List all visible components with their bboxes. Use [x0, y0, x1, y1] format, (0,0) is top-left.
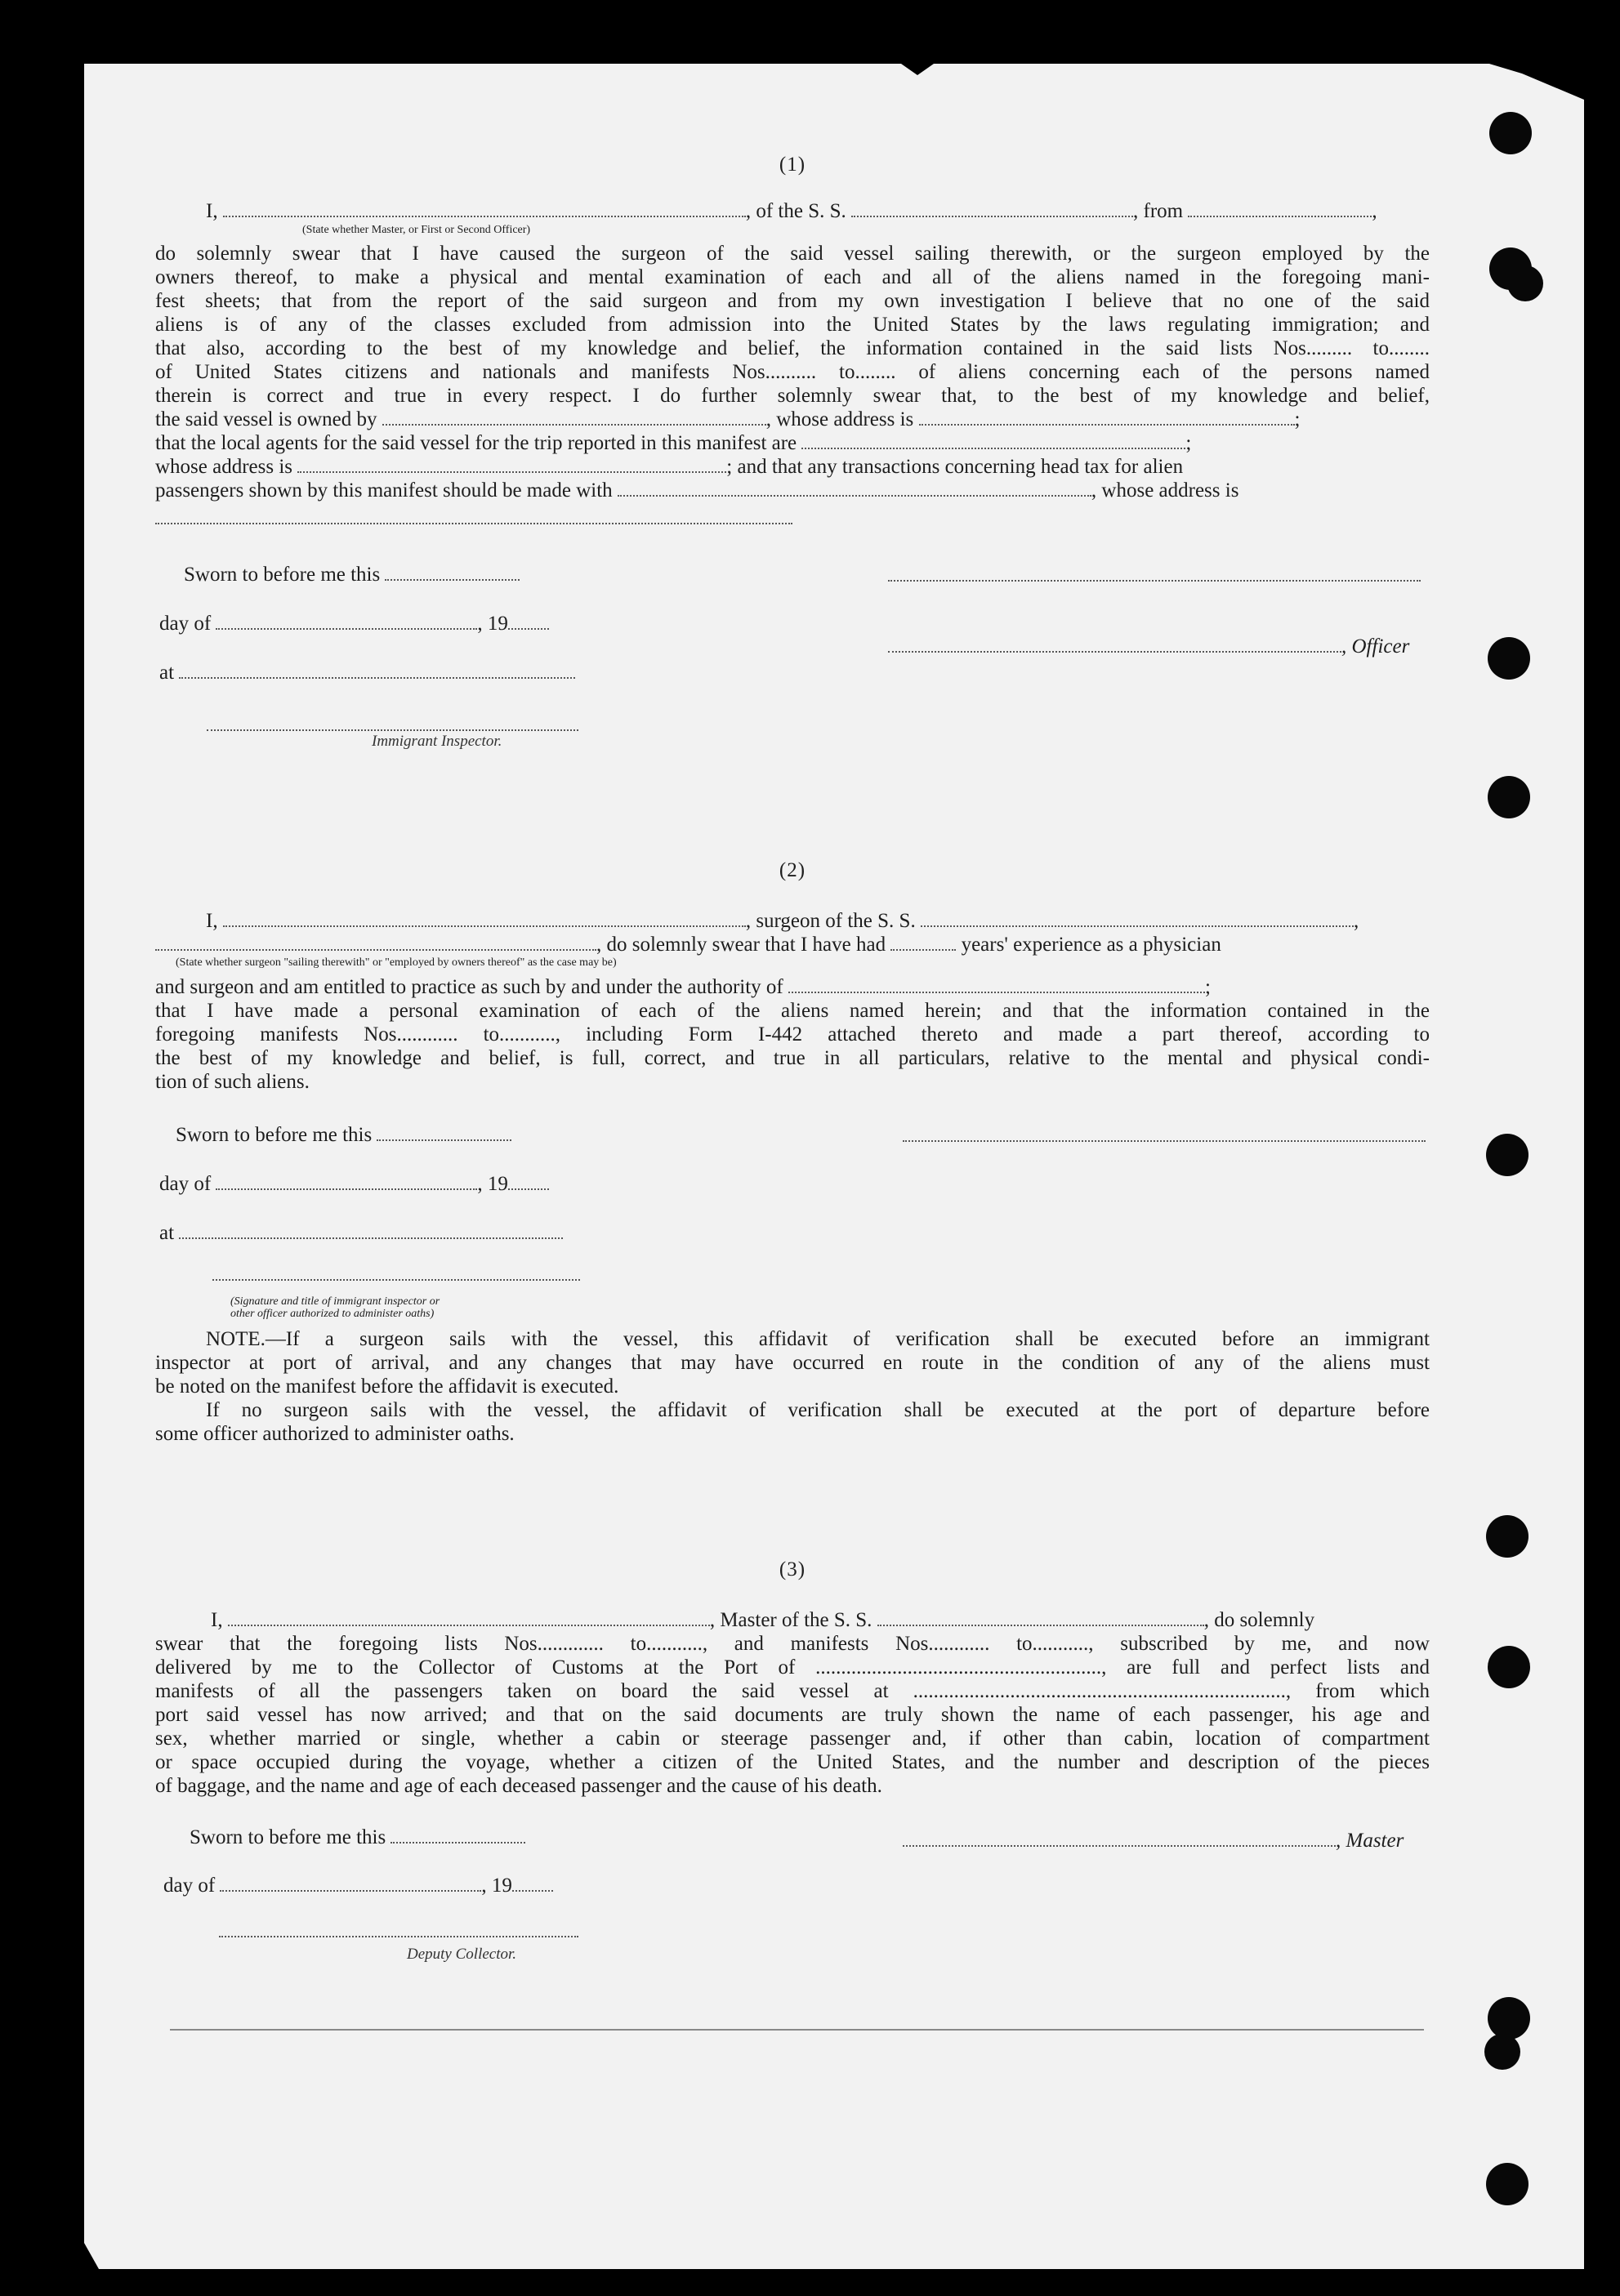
s2-note-line: be noted on the manifest before the affidavit is executed. — [155, 1375, 619, 1398]
s3-year-blank[interactable] — [512, 1875, 553, 1892]
s1-officer-sign-blank[interactable] — [888, 636, 1341, 653]
s1-address-continuation[interactable] — [155, 523, 792, 524]
s2-para-line: the best of my knowledge and belief, is full, correct, and true in all particulars, relative to the mental and physical condi- — [155, 1047, 1430, 1069]
s1-para-line: of United States citizens and nationals and manifests Nos.......... to........ of aliens concerning each of the persons named — [155, 361, 1430, 383]
s1-day-of-label: day of — [159, 613, 212, 635]
s1-address-line — [155, 455, 1430, 479]
s2-authority-blank[interactable] — [788, 977, 1205, 993]
s3-deputy-caption: Deputy Collector. — [407, 1946, 517, 1963]
punch-hole — [1507, 265, 1543, 301]
punch-hole — [1486, 1134, 1529, 1176]
punch-hole — [1488, 1646, 1530, 1688]
s1-inspector-caption: Immigrant Inspector. — [372, 733, 502, 750]
s2-at-blank[interactable] — [179, 1223, 563, 1239]
punch-hole — [1488, 1997, 1530, 2040]
s1-passengers: passengers shown by this manifest should be made with — [155, 479, 613, 502]
s2-note-paragraph — [155, 1327, 1430, 1446]
s3-sworn-blank[interactable] — [390, 1827, 525, 1843]
s3-para-line: delivered by me to the Collector of Customs at the Port of ........................................................, are full and perfect lists and — [155, 1656, 1430, 1679]
s1-line1 — [155, 199, 1430, 223]
s1-owner-address-blank[interactable] — [919, 409, 1295, 426]
s2-sworn-label: Sworn to before me this — [176, 1124, 373, 1146]
s3-vessel-blank[interactable] — [877, 1610, 1204, 1626]
s1-headtax-blank[interactable] — [618, 480, 1091, 497]
s3-para-line: sex, whether married or single, whether a cabin or steerage passenger and, if other than cabin, location of compartment — [155, 1728, 1430, 1750]
s1-sworn-label: Sworn to before me this — [184, 564, 381, 586]
s1-sworn-blank[interactable] — [385, 564, 520, 581]
s2-surgeon-of: , surgeon of the S. S. — [745, 910, 916, 932]
s2-year-label: , 19 — [477, 1173, 508, 1195]
s1-whose-address-end: , whose address is — [1091, 479, 1239, 502]
punch-hole — [1489, 112, 1532, 154]
s3-master-label: , Master — [1336, 1830, 1404, 1852]
s1-owner-blank[interactable] — [382, 409, 766, 426]
s1-at — [159, 662, 575, 684]
s3-para-line: of baggage, and the name and age of each deceased passenger and the cause of his death. — [155, 1775, 882, 1797]
section-2-number: (2) — [779, 859, 806, 881]
s1-comma: , — [1372, 200, 1377, 222]
s2-line2 — [155, 933, 1430, 956]
s1-i: I, — [206, 200, 218, 222]
s1-agents-blank[interactable] — [801, 433, 1185, 449]
s1-inspector-line[interactable] — [207, 729, 578, 731]
s2-type-blank[interactable] — [155, 934, 596, 951]
s2-authority: and surgeon and am entitled to practice as such by and under the authority of — [155, 976, 783, 998]
s1-passengers-line — [155, 479, 1430, 502]
s2-surgeon-note: (State whether surgeon "sailing therewith" or "employed by owners thereof" as the case may be) — [176, 956, 617, 969]
s2-paragraph — [155, 999, 1430, 1094]
s1-year-label: , 19 — [477, 613, 508, 635]
s1-signature-line[interactable] — [888, 580, 1421, 582]
s3-deputy-line[interactable] — [219, 1936, 578, 1937]
s3-para-line: or space occupied during the voyage, whether a citizen of the United States, and the number and description of the pieces — [155, 1751, 1430, 1773]
s1-officer-blank[interactable] — [223, 201, 746, 217]
s2-name-blank[interactable] — [223, 911, 746, 927]
s2-i: I, — [206, 910, 218, 932]
s3-year-label: , 19 — [481, 1875, 512, 1897]
s3-master-sign-blank[interactable] — [903, 1830, 1336, 1847]
s3-para-line: swear that the foregoing lists Nos............. to..........., and manifests Nos............ to..........., subscribed by me, and now — [155, 1633, 1430, 1655]
s2-day-blank[interactable] — [216, 1174, 477, 1190]
s2-sworn — [176, 1124, 511, 1147]
s2-note-line: NOTE.—If a surgeon sails with the vessel, this affidavit of verification shall be executed before an immigrant — [206, 1328, 1430, 1350]
s2-do-swear: , do solemnly swear that I have had — [596, 934, 886, 956]
bottom-rule — [170, 2029, 1424, 2031]
s3-day-of-label: day of — [163, 1875, 216, 1897]
punch-hole — [1488, 776, 1530, 818]
s3-para-line: manifests of all the passengers taken on board the said vessel at ........................................................................., from which — [155, 1680, 1430, 1702]
s1-day-blank[interactable] — [216, 613, 477, 630]
s1-para-line: fest sheets; that from the report of the said surgeon and from my own investigation I believe that no one of the said — [155, 290, 1430, 312]
s1-agents-line: that the local agents for the said vessel for the trip reported in this manifest are ; — [155, 432, 1192, 454]
s2-years-exp: years' experience as a physician — [961, 934, 1221, 956]
s2-signature-line[interactable] — [903, 1140, 1426, 1142]
s3-do-solemnly: , do solemnly — [1203, 1609, 1315, 1631]
s3-day-of — [163, 1875, 553, 1897]
s1-para-line: aliens is of any of the classes excluded from admission into the United States by the laws regulating immigration; and — [155, 314, 1430, 336]
s3-line1 — [155, 1608, 1430, 1632]
s1-para-line: that also, according to the best of my knowledge and belief, the information contained in the said lists Nos......... to........ — [155, 337, 1430, 359]
s2-authority-line: and surgeon and am entitled to practice as such by and under the authority of ; — [155, 976, 1211, 998]
s1-whose-address: , whose address is — [765, 408, 914, 430]
s3-master-line — [903, 1830, 1404, 1852]
s2-day-of-label: day of — [159, 1173, 212, 1195]
s1-para-line: owners thereof, to make a physical and mental examination of each and all of the aliens named in the foregoing mani- — [155, 266, 1430, 288]
s1-whose-address-label: whose address is — [155, 456, 293, 478]
section-1-number: (1) — [779, 154, 806, 176]
s2-no-surgeon-line: some officer authorized to administer oaths. — [155, 1423, 515, 1445]
s2-inspector-line[interactable] — [212, 1279, 580, 1281]
s1-agents-address-blank[interactable] — [297, 457, 726, 473]
s3-i: I, — [211, 1609, 223, 1631]
s2-day-of — [159, 1173, 549, 1196]
s3-sworn — [190, 1826, 525, 1849]
s1-from-blank[interactable] — [1188, 201, 1372, 217]
s1-vessel-blank[interactable] — [851, 201, 1133, 217]
s1-day-of — [159, 613, 549, 635]
s1-owned-line: the said vessel is owned by , whose address is ; — [155, 408, 1301, 430]
s2-sig-note-1: (Signature and title of immigrant inspector or — [230, 1295, 440, 1308]
punch-hole — [1488, 637, 1530, 680]
s1-from: , from — [1133, 200, 1184, 222]
s1-at-label: at — [159, 662, 175, 684]
s3-day-blank[interactable] — [220, 1875, 481, 1892]
s1-officer-line — [888, 635, 1409, 658]
s2-sworn-blank[interactable] — [377, 1125, 511, 1141]
s1-of-ss: , of the S. S. — [745, 200, 846, 222]
s1-sworn — [184, 564, 520, 586]
s2-para-line: foregoing manifests Nos............ to..........., including Form I-442 attached thereto and made a part thereof, according to — [155, 1023, 1430, 1045]
s2-at — [159, 1222, 563, 1245]
s2-sig-note-2: other officer authorized to administer oaths) — [230, 1308, 435, 1320]
s2-para-line: that I have made a personal examination of each of the aliens named herein; and that the information contained in the — [155, 1000, 1430, 1022]
s1-para-line: therein is correct and true in every respect. I do further solemnly swear that, to the best of my knowledge and belief, — [155, 385, 1430, 407]
s1-at-blank[interactable] — [179, 662, 575, 679]
punch-hole — [1486, 1515, 1529, 1558]
s1-local-agents: that the local agents for the said vessel for the trip reported in this manifest are — [155, 432, 797, 454]
s2-at-label: at — [159, 1222, 175, 1244]
s2-note-line: inspector at port of arrival, and any changes that may have occurred en route in the condition of any of the aliens must — [155, 1352, 1430, 1374]
s3-master-of: , Master of the S. S. — [709, 1609, 872, 1631]
section-3-number: (3) — [779, 1558, 806, 1580]
s3-para-line: port said vessel has now arrived; and that on the said documents are truly shown the name of each passenger, his age and — [155, 1704, 1430, 1726]
punch-hole — [1484, 2034, 1520, 2070]
s2-para-line: tion of such aliens. — [155, 1071, 310, 1093]
s1-owned-by: the said vessel is owned by — [155, 408, 377, 430]
s1-paragraph — [155, 242, 1430, 502]
s2-vessel-blank[interactable] — [921, 911, 1354, 927]
s2-year-blank[interactable] — [508, 1174, 549, 1190]
s3-sworn-label: Sworn to before me this — [190, 1826, 386, 1848]
s3-name-blank[interactable] — [228, 1610, 710, 1626]
s1-para-line: do solemnly swear that I have caused the surgeon of the said vessel sailing therewith, or the surgeon employed by the — [155, 243, 1430, 265]
s2-no-surgeon-line: If no surgeon sails with the vessel, the affidavit of verification shall be executed at the port of departure before — [206, 1399, 1430, 1421]
punch-hole — [1486, 2163, 1529, 2205]
s3-paragraph — [155, 1632, 1430, 1798]
s1-head-tax: ; and that any transactions concerning head tax for alien — [726, 456, 1184, 478]
s1-year-blank[interactable] — [508, 613, 549, 630]
s1-officer-label: , Officer — [1341, 635, 1410, 658]
s2-years-blank[interactable] — [890, 934, 956, 951]
s1-officer-note: (State whether Master, or First or Second Officer) — [302, 224, 531, 236]
s2-line1: I, , surgeon of the S. S. , — [206, 910, 1359, 932]
